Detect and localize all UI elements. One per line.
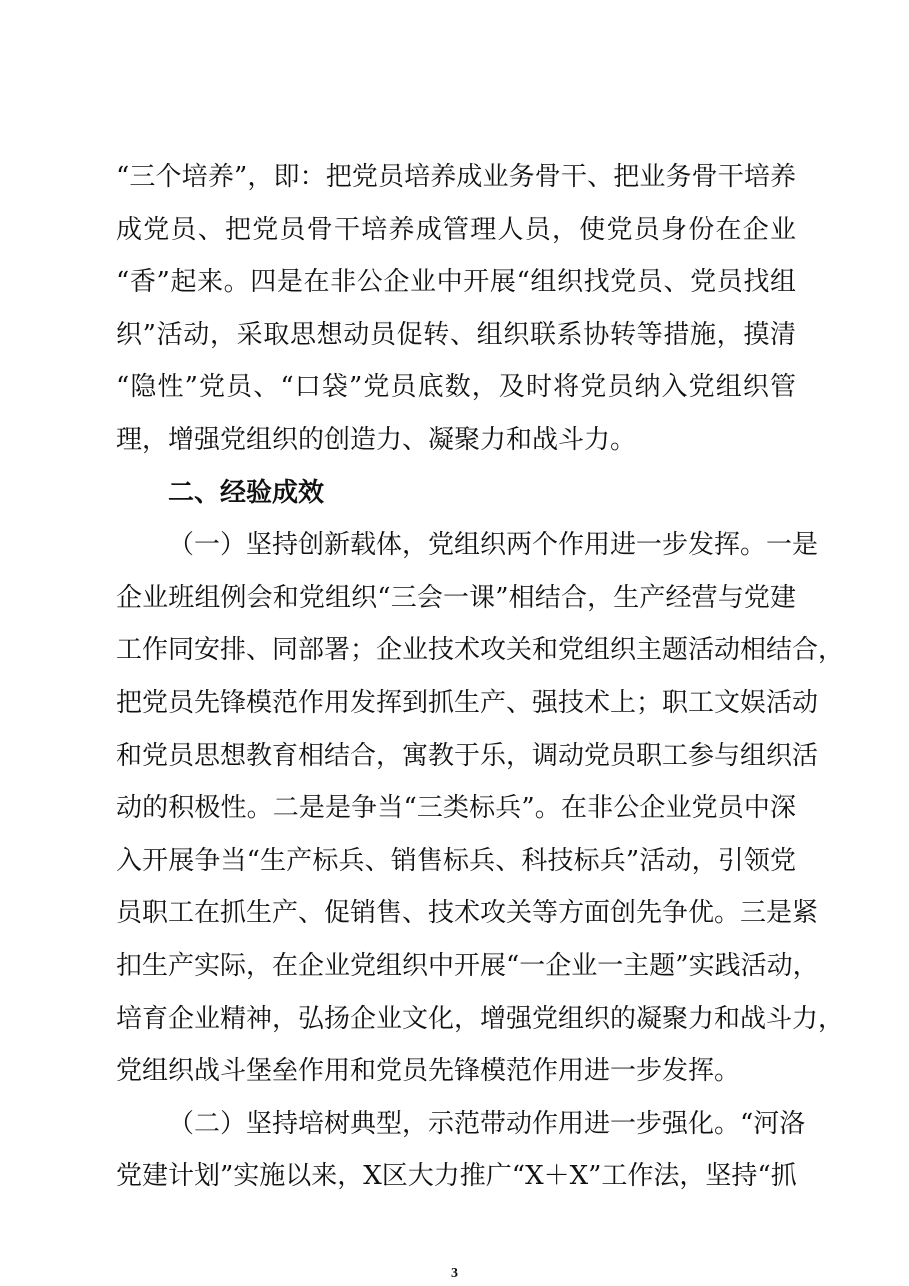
text-line: 成党员、把党员骨干培养成管理人员，使党员身份在企业 [116, 214, 796, 245]
text-line: 扣生产实际，在企业党组织中开展“一企业一主题”实践活动， [116, 950, 819, 981]
text-line: 理，增强党组织的创造力、凝聚力和战斗力。 [116, 424, 637, 455]
text-line: 入开展争当“生产标兵、销售标兵、科技标兵”活动，引领党 [116, 845, 796, 876]
text-line: 织”活动，采取思想动员促转、组织联系协转等措施，摸清 [116, 319, 796, 350]
text-line: 党建计划”实施以来，X区大力推广“X＋X”工作法，坚持“抓 [116, 1161, 797, 1192]
text-line: “香”起来。四是在非公企业中开展“组织找党员、党员找组 [116, 267, 796, 298]
page-number: 3 [451, 1266, 458, 1281]
text-line: “三个培养”，即：把党员培养成业务骨干、把业务骨干培养 [116, 162, 796, 192]
text-line: 员职工在抓生产、促销售、技术攻关等方面创先争优。三是紧 [116, 898, 819, 929]
text-line: 把党员先锋模范作用发挥到抓生产、强技术上；职工文娱活动 [116, 687, 819, 718]
text-line: （一）坚持创新载体，党组织两个作用进一步发挥。一是 [168, 530, 819, 561]
text-line: 动的积极性。二是是争当“三类标兵”。在非公企业党员中深 [116, 793, 796, 824]
text-line: “隐性”党员、“口袋”党员底数，及时将党员纳入党组织管 [116, 372, 796, 403]
text-line: 企业班组例会和党组织“三会一课”相结合，生产经营与党建 [116, 582, 796, 613]
body-text [116, 151, 845, 1203]
text-line: 党组织战斗堡垒作用和党员先锋模范作用进一步发挥。 [116, 1056, 741, 1087]
text-line: 和党员思想教育相结合，寓教于乐，调动党员职工参与组织活 [116, 740, 819, 771]
text-line: 培育企业精神，弘扬企业文化，增强党组织的凝聚力和战斗力， [116, 1003, 845, 1034]
text-line: 工作同安排、同部署；企业技术攻关和党组织主题活动相结合， [116, 635, 845, 666]
section-heading: 二、经验成效 [168, 477, 325, 508]
text-line: （二）坚持培树典型，示范带动作用进一步强化。“河洛 [168, 1108, 806, 1139]
